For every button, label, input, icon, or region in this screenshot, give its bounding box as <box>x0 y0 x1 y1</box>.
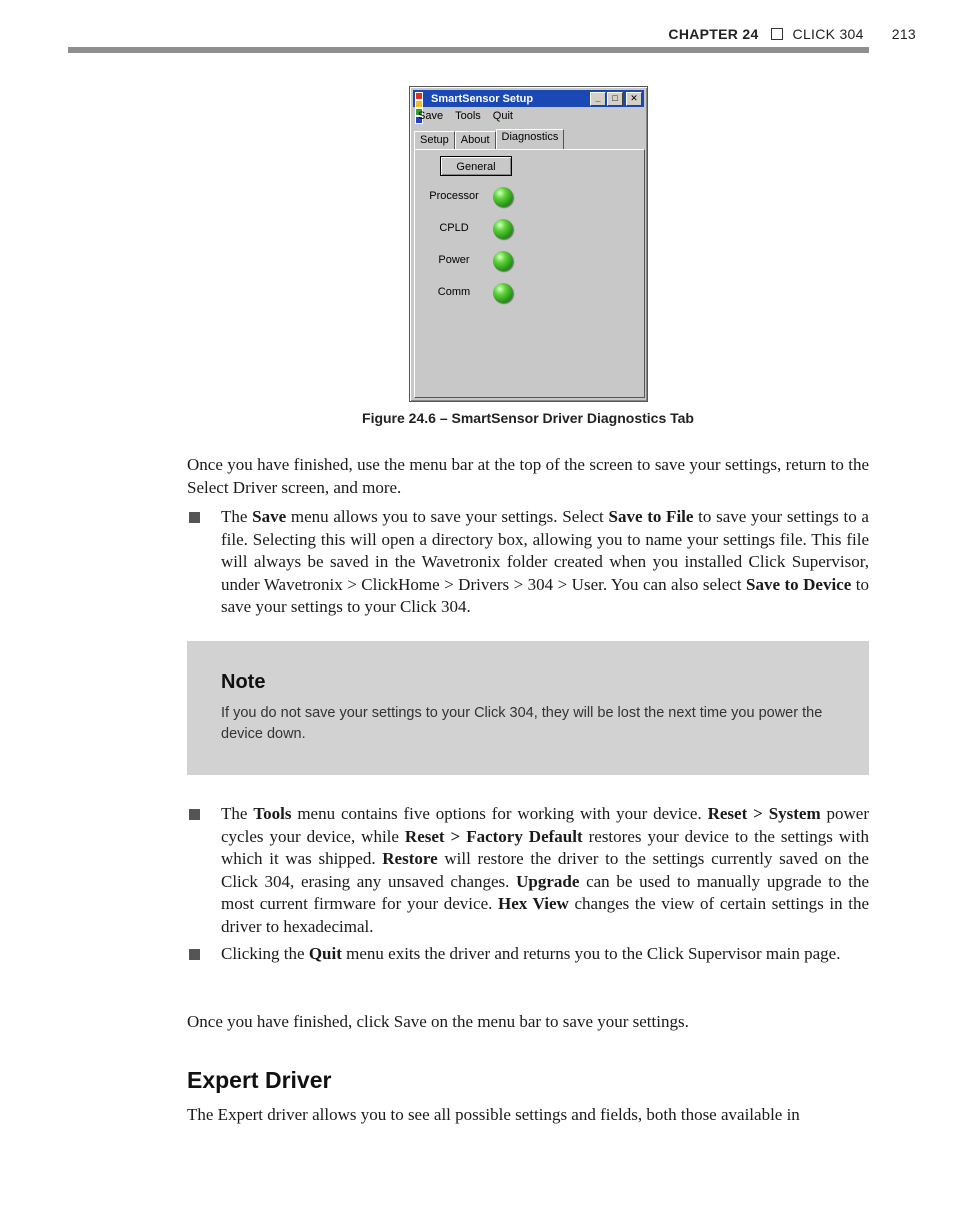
bullet-tools: The Tools menu contains five options for working with your device. Reset > System power cycles your device, while Reset > Factory Default restores your device to the settings with which it was shipped. Restore will restore the driver to the settings currently saved on the Click 304, erasing any unsaved changes. Upgrade can be used to manually upgrade to the most current firmware for your device. Hex View changes the view of certain settings in the driver to hexadecimal. <box>187 803 869 939</box>
header-box-icon <box>771 28 783 40</box>
indicator-label: Comm <box>437 286 471 298</box>
app-icon <box>415 92 428 105</box>
bullet-square-icon <box>189 512 200 523</box>
note-body: If you do not save your settings to your Click 304, they will be lost the next time you power the device down. <box>221 705 823 742</box>
bullet-save: The Save menu allows you to save your settings. Select Save to File to save your settings to a file. Selecting this will open a directory box, allowing you to name your settings file. This file will always be saved in the Wavetronix folder created when you installed Click Supervisor, under Wavetronix > ClickHome > Drivers > 304 > User. You can also select Save to Device to save your settings to your Click 304. <box>187 506 869 619</box>
menu-quit[interactable]: Quit <box>492 110 513 122</box>
figure-caption: Figure 24.6 – SmartSensor Driver Diagnostics Tab <box>362 410 694 426</box>
indicator-label: Processor <box>429 190 479 202</box>
menu-tools[interactable]: Tools <box>455 110 481 122</box>
maximize-icon[interactable]: □ <box>607 92 623 106</box>
chapter-title: CLICK 304 <box>792 26 864 42</box>
status-led-icon <box>493 187 513 207</box>
section-paragraph: The Expert driver allows you to see all possible settings and fields, both those available in <box>187 1105 800 1124</box>
menu-bar <box>418 110 513 122</box>
indicator-row-cpld <box>415 219 644 241</box>
indicator-label: CPLD <box>439 222 469 234</box>
menu-save[interactable]: Save <box>418 110 444 122</box>
tab-diagnostics[interactable]: Diagnostics <box>496 129 565 150</box>
tab-strip <box>414 129 564 150</box>
status-led-icon <box>493 283 513 303</box>
page-number: 213 <box>891 26 916 42</box>
closing-paragraph: Once you have finished, click Save on the menu bar to save your settings. <box>187 1012 689 1031</box>
tab-setup[interactable]: Setup <box>414 131 455 150</box>
general-button[interactable]: General <box>440 156 512 176</box>
indicator-row-processor <box>415 187 644 209</box>
minimize-icon[interactable]: _ <box>590 92 606 106</box>
indicator-row-comm <box>415 283 644 305</box>
tab-about[interactable]: About <box>455 131 496 150</box>
close-icon[interactable]: ✕ <box>626 92 642 106</box>
status-led-icon <box>493 219 513 239</box>
header-rule <box>68 47 869 53</box>
running-header <box>668 26 916 42</box>
diagnostics-panel <box>414 149 645 398</box>
status-led-icon <box>493 251 513 271</box>
bullet-square-icon <box>189 949 200 960</box>
bullet-square-icon <box>189 809 200 820</box>
bullet-quit: Clicking the Quit menu exits the driver and returns you to the Click Supervisor main page. <box>187 943 869 966</box>
indicator-row-power <box>415 251 644 273</box>
window-titlebar[interactable] <box>413 90 644 107</box>
section-heading: Expert Driver <box>187 1067 332 1093</box>
smartsensor-window <box>409 86 648 402</box>
chapter-label: CHAPTER 24 <box>668 26 759 42</box>
indicator-label: Power <box>438 254 470 266</box>
intro-paragraph: Once you have finished, use the menu bar at the top of the screen to save your settings, return to the Select Driver screen, and more. <box>187 455 869 497</box>
note-box <box>187 641 869 775</box>
window-title: SmartSensor Setup <box>431 92 534 105</box>
note-title: Note <box>221 671 266 693</box>
